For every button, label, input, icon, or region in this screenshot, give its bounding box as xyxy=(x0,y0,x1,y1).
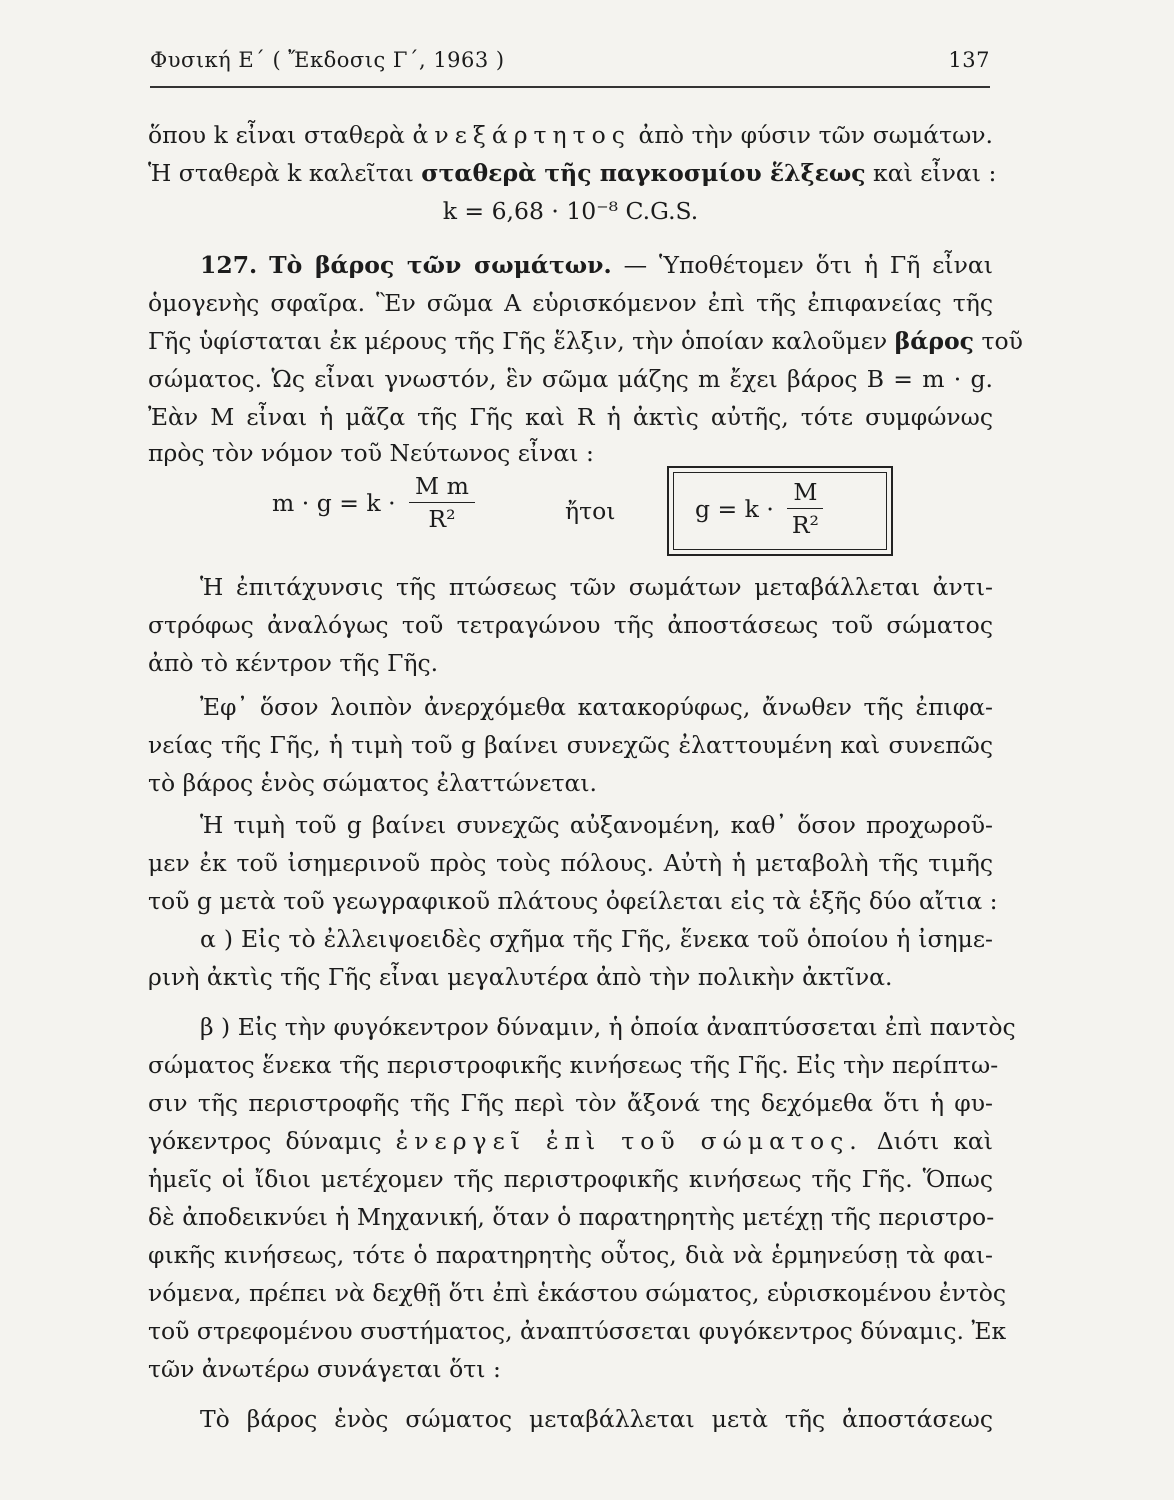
text-span: γόκεντρος δύναμις xyxy=(148,1127,396,1155)
para3-line-1: Ἐφ᾽ ὅσον λοιπὸν ἀνερχόμεθα κατακορύφως, ἄνωθεν τῆς ἐπιφα- xyxy=(200,693,993,721)
text-span: Ἡ σταθερὰ k καλεῖται xyxy=(148,159,422,187)
item-a-line-2: ρινὴ ἀκτὶς τῆς Γῆς εἶναι μεγαλυτέρα ἀπὸ τὴν πολικὴν ἀκτῖνα. xyxy=(148,963,893,991)
header-title: Φυσική Ε΄ ( Ἔκδοσις Γ΄, 1963 ) xyxy=(150,48,505,72)
text-span: ὅπου k εἶναι σταθερὰ xyxy=(148,121,413,149)
item-b-line-3: σιν τῆς περιστροφῆς τῆς Γῆς περὶ τὸν ἄξονά της δεχόμεθα ὅτι ἡ φυ- xyxy=(148,1089,993,1117)
gravitational-constant: k = 6,68 · 10⁻⁸ C.G.S. xyxy=(442,197,699,225)
fraction-numerator: M xyxy=(787,476,823,509)
fraction-denominator: R² xyxy=(791,511,819,539)
item-b-line-2: σώματος ἕνεκα τῆς περιστροφικῆς κινήσεως τῆς Γῆς. Εἰς τὴν περίπτω- xyxy=(148,1051,999,1079)
item-b-line-5: ἡμεῖς οἱ ἴδιοι μετέχομεν τῆς περιστροφικῆς κινήσεως τῆς Γῆς. Ὅπως xyxy=(148,1165,993,1193)
bold-term: σταθερὰ τῆς παγκοσμίου ἕλξεως xyxy=(421,159,866,187)
item-b-line-6: δὲ ἀποδεικνύει ἡ Μηχανική, ὅταν ὁ παρατηρητὴς μετέχῃ τῆς περιστρο- xyxy=(148,1203,995,1231)
para4-line-3: τοῦ g μετὰ τοῦ γεωγραφικοῦ πλάτους ὀφείλεται εἰς τὰ ἑξῆς δύο αἴτια : xyxy=(148,887,998,915)
item-b-line-4 xyxy=(148,1126,993,1156)
para1-line-1: ὁμογενὴς σφαῖρα. Ἓν σῶμα Α εὑρισκόμενον ἐπὶ τῆς ἐπιφανείας τῆς xyxy=(148,289,993,317)
para2-line-2: στρόφως ἀναλόγως τοῦ τετραγώνου τῆς ἀποστάσεως τοῦ σώματος xyxy=(148,611,993,639)
item-b-line-1: β ) Εἰς τὴν φυγόκεντρον δύναμιν, ἡ ὁποία ἀναπτύσσεται ἐπὶ παντὸς xyxy=(200,1013,1016,1041)
boxed-formula xyxy=(667,466,893,556)
text-span: Διότι καὶ xyxy=(862,1127,993,1155)
header-rule xyxy=(150,86,990,88)
formula-left xyxy=(272,470,532,560)
para3-line-2: νείας τῆς Γῆς, ἡ τιμὴ τοῦ g βαίνει συνεχῶς ἐλαττουμένη καὶ συνεπῶς xyxy=(148,731,993,759)
item-b-line-9: τοῦ στρεφομένου συστήματος, ἀναπτύσσεται φυγόκεντρος δύναμις. Ἐκ xyxy=(148,1317,1007,1345)
spaced-word: ἀνεξάρτητος xyxy=(412,121,631,149)
boxed-formula-content xyxy=(695,476,823,541)
fraction-numerator: M m xyxy=(409,470,475,503)
fraction xyxy=(409,470,475,535)
item-b-line-7: φικῆς κινήσεως, τότε ὁ παρατηρητὴς οὗτος, διὰ νὰ ἑρμηνεύσῃ τὰ φαι- xyxy=(148,1241,993,1269)
para4-line-1: Ἡ τιμὴ τοῦ g βαίνει συνεχῶς αὐξανομένη, καθ᾽ ὅσον προχωροῦ- xyxy=(200,811,993,839)
para1-line-5: πρὸς τὸν νόμον τοῦ Νεύτωνος εἶναι : xyxy=(148,439,594,467)
section-title: Τὸ βάρος τῶν σωμάτων. xyxy=(269,251,612,279)
dash: — xyxy=(611,251,659,279)
text-span: Γῆς ὑφίσταται ἐκ μέρους τῆς Γῆς ἕλξιν, τὴν ὁποίαν καλοῦμεν xyxy=(148,327,895,355)
text-span: τοῦ xyxy=(973,327,1023,355)
spaced-words: ἐνεργεῖ ἐπὶ τοῦ σώματος. xyxy=(395,1127,863,1155)
text-span: ἀπὸ τὴν φύσιν τῶν σωμάτων. xyxy=(630,121,993,149)
para3-line-3: τὸ βάρος ἑνὸς σώματος ἐλαττώνεται. xyxy=(148,769,598,797)
formula-connector: ἤτοι xyxy=(565,497,616,525)
section-heading xyxy=(200,250,993,280)
final-line: Τὸ βάρος ἑνὸς σώματος μεταβάλλεται μετὰ τῆς ἀποστάσεως xyxy=(200,1405,993,1433)
formula-lhs: m · g = k · xyxy=(272,488,396,517)
text-line-2 xyxy=(148,158,997,188)
para2-line-3: ἀπὸ τὸ κέντρον τῆς Γῆς. xyxy=(148,649,439,677)
item-a-line-1: α ) Εἰς τὸ ἐλλειψοειδὲς σχῆμα τῆς Γῆς, ἕνεκα τοῦ ὁποίου ἡ ἰσημε- xyxy=(200,925,993,953)
fraction-denominator: R² xyxy=(428,505,456,533)
para4-line-2: μεν ἐκ τοῦ ἰσημερινοῦ πρὸς τοὺς πόλους. Αὐτὴ ἡ μεταβολὴ τῆς τιμῆς xyxy=(148,849,993,877)
item-b-line-8: νόμενα, πρέπει νὰ δεχθῇ ὅτι ἐπὶ ἑκάστου σώματος, εὑρισκομένου ἐντὸς xyxy=(148,1279,1007,1307)
para2-line-1: Ἡ ἐπιτάχυνσις τῆς πτώσεως τῶν σωμάτων μεταβάλλεται ἀντι- xyxy=(200,573,993,601)
text-span: καὶ εἶναι : xyxy=(865,159,997,187)
fraction xyxy=(787,476,823,541)
item-b-line-10: τῶν ἀνωτέρω συνάγεται ὅτι : xyxy=(148,1355,501,1383)
bold-term: βάρος xyxy=(894,327,974,355)
page-number: 137 xyxy=(948,48,990,72)
formula-lhs: g = k · xyxy=(695,494,774,523)
para1-line-2 xyxy=(148,326,1023,356)
para1-line-4: Ἐὰν Μ εἶναι ἡ μᾶζα τῆς Γῆς καὶ R ἡ ἀκτὶς αὐτῆς, τότε συμφώνως xyxy=(148,403,993,431)
running-header xyxy=(150,44,990,78)
para1-line-3: σώματος. Ὡς εἶναι γνωστόν, ἓν σῶμα μάζης m ἔχει βάρος Β = m · g. xyxy=(148,365,993,393)
text-span: Ὑποθέτομεν ὅτι ἡ Γῆ εἶναι xyxy=(658,251,993,279)
section-number: 127. xyxy=(200,251,258,279)
text-line-1 xyxy=(148,120,993,150)
